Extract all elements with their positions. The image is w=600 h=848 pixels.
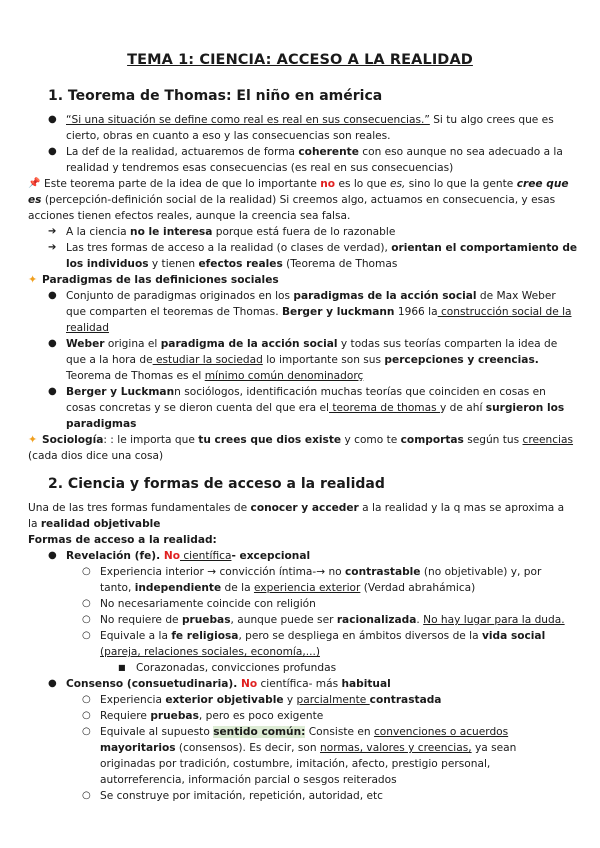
paradigms-b1-line-1: Conjunto de paradigmas originados en los paradigmas de la acción social de Max Weber	[66, 290, 556, 302]
revelation-c1-line-1: Experiencia interior → convicción íntima-→ no contrastable (no objetivable) y, por	[100, 566, 542, 578]
intro-line-1: Una de las tres formas fundamentales de conocer y acceder a la realidad y la q mas se aproxima a	[28, 502, 565, 514]
theorem-note-line-1: Este teorema parte de la idea de que lo importante no es lo que es, sino lo que la gente cree que	[44, 178, 569, 190]
revelation-title: Revelación (fe). No científica- excepcional	[66, 550, 311, 562]
three-forms-line-1: Las tres formas de acceso a la realidad (o clases de verdad), orientan el comportamiento de	[66, 242, 578, 254]
revelation-c2: No necesariamente coincide con religión	[100, 598, 316, 610]
forms-heading: Formas de acceso a la realidad:	[28, 534, 217, 546]
theorem-note-line-2: es (percepción-definición social de la realidad) Si creemos algo, actuamos en consecuencia, y esas	[28, 194, 556, 206]
circle-bullet: ○	[82, 566, 91, 577]
reality-def-line-2: realidad y tendremos esas consecuencias (es real en sus consecuencias)	[66, 162, 454, 174]
consensus-title: Consenso (consuetudinaria). No científica- más habitual	[66, 678, 391, 690]
sparkle-icon: ✦	[28, 433, 38, 446]
sociology-line-1: Sociología: : le importa que tu crees que dios existe y como te comportas según tus creencias	[42, 434, 574, 446]
reality-def-line-1: La def de la realidad, actuaremos de forma coherente con eso aunque no sea adecuado a la	[66, 146, 563, 158]
revelation-square-item: Corazonadas, convicciones profundas	[136, 662, 337, 674]
page-title: TEMA 1: CIENCIA: ACCESO A LA REALIDAD	[127, 52, 473, 68]
bullet-dot: ●	[48, 290, 57, 301]
section-1-heading: 1. Teorema de Thomas: El niño en américa	[48, 88, 383, 104]
bullet-dot: ●	[48, 678, 57, 689]
consensus-c1: Experiencia exterior objetivable y parcialmente contrastada	[100, 694, 442, 706]
intro-line-2: la realidad objetivable	[28, 518, 161, 530]
bullet-dot: ●	[48, 338, 57, 349]
arrow-icon: ➔	[48, 226, 57, 237]
three-forms-line-2: los individuos y tienen efectos reales (Teorema de Thomas	[66, 258, 398, 270]
circle-bullet: ○	[82, 694, 91, 705]
circle-bullet: ○	[82, 614, 91, 625]
paradigms-b1-line-3: realidad	[66, 322, 109, 334]
revelation-c4-line-2: (pareja, relaciones sociales, economía,...)	[100, 646, 320, 658]
thomas-quote-line-2: cierto, obras en cuanto a eso y las consecuencias son reales.	[66, 130, 391, 142]
section-2-heading: 2. Ciencia y formas de acceso a la realidad	[48, 476, 385, 492]
consensus-c3-line-1: Equivale al supuesto sentido común: Consiste en convenciones o acuerdos	[100, 726, 509, 738]
consensus-c3-line-2: mayoritarios (consensos). Es decir, son normas, valores y creencias, ya sean	[100, 742, 517, 754]
paradigms-heading: Paradigmas de las definiciones sociales	[42, 274, 279, 286]
bullet-dot: ●	[48, 386, 57, 397]
circle-bullet: ○	[82, 790, 91, 801]
revelation-c3: No requiere de pruebas, aunque puede ser racionalizada. No hay lugar para la duda.	[100, 614, 565, 626]
circle-bullet: ○	[82, 598, 91, 609]
paradigms-b3-line-3: paradigmas	[66, 418, 137, 430]
paradigms-b2-line-2: que a la hora de estudiar la sociedad lo importante son sus percepciones y creencias.	[66, 354, 539, 366]
thomas-quote-line-1: “Si una situación se define como real es real en sus consecuencias.” Si tu algo crees que es	[66, 114, 554, 126]
paradigms-b1-line-2: que comparten el teoremas de Thomas. Berger y luckmann 1966 la construcción social de la	[66, 306, 572, 318]
bullet-dot: ●	[48, 146, 57, 157]
theorem-note-line-3: acciones tienen efectos reales, aunque la creencia sea falsa.	[28, 210, 351, 222]
square-bullet: ■	[118, 663, 126, 672]
paradigms-b2-line-1: Weber origina el paradigma de la acción social y todas sus teorías comparten la idea de	[66, 338, 558, 350]
revelation-c1-line-2: tanto, independiente de la experiencia exterior (Verdad abrahámica)	[100, 582, 476, 594]
bullet-dot: ●	[48, 114, 57, 125]
pushpin-icon: 📌	[28, 178, 41, 189]
consensus-c4: Se construye por imitación, repetición, autoridad, etc	[100, 790, 383, 802]
revelation-c4-line-1: Equivale a la fe religiosa, pero se despliega en ámbitos diversos de la vida social	[100, 630, 546, 642]
paradigms-b2-line-3: Teorema de Thomas es el mínimo común denominadorç	[66, 370, 364, 382]
consensus-c2: Requiere pruebas, pero es poco exigente	[100, 710, 324, 722]
science-note: A la ciencia no le interesa porque está fuera de lo razonable	[66, 226, 396, 238]
paradigms-b3-line-1: Berger y Luckmann sociólogos, identificación muchas teorías que coinciden en cosas en	[66, 386, 546, 398]
arrow-icon: ➔	[48, 242, 57, 253]
sociology-line-2: (cada dios dice una cosa)	[28, 450, 164, 462]
circle-bullet: ○	[82, 726, 91, 737]
paradigms-b3-line-2: cosas concretas y se dieron cuenta del que era el teorema de thomas y de ahí surgieron los	[66, 402, 565, 414]
consensus-c3-line-3: originadas por tradición, costumbre, imitación, afecto, prestigio personal,	[100, 758, 491, 770]
circle-bullet: ○	[82, 630, 91, 641]
circle-bullet: ○	[82, 710, 91, 721]
bullet-dot: ●	[48, 550, 57, 561]
sparkle-icon: ✦	[28, 273, 38, 286]
consensus-c3-line-4: autorreferencia, información parcial o sesgos reiterados	[100, 774, 397, 786]
